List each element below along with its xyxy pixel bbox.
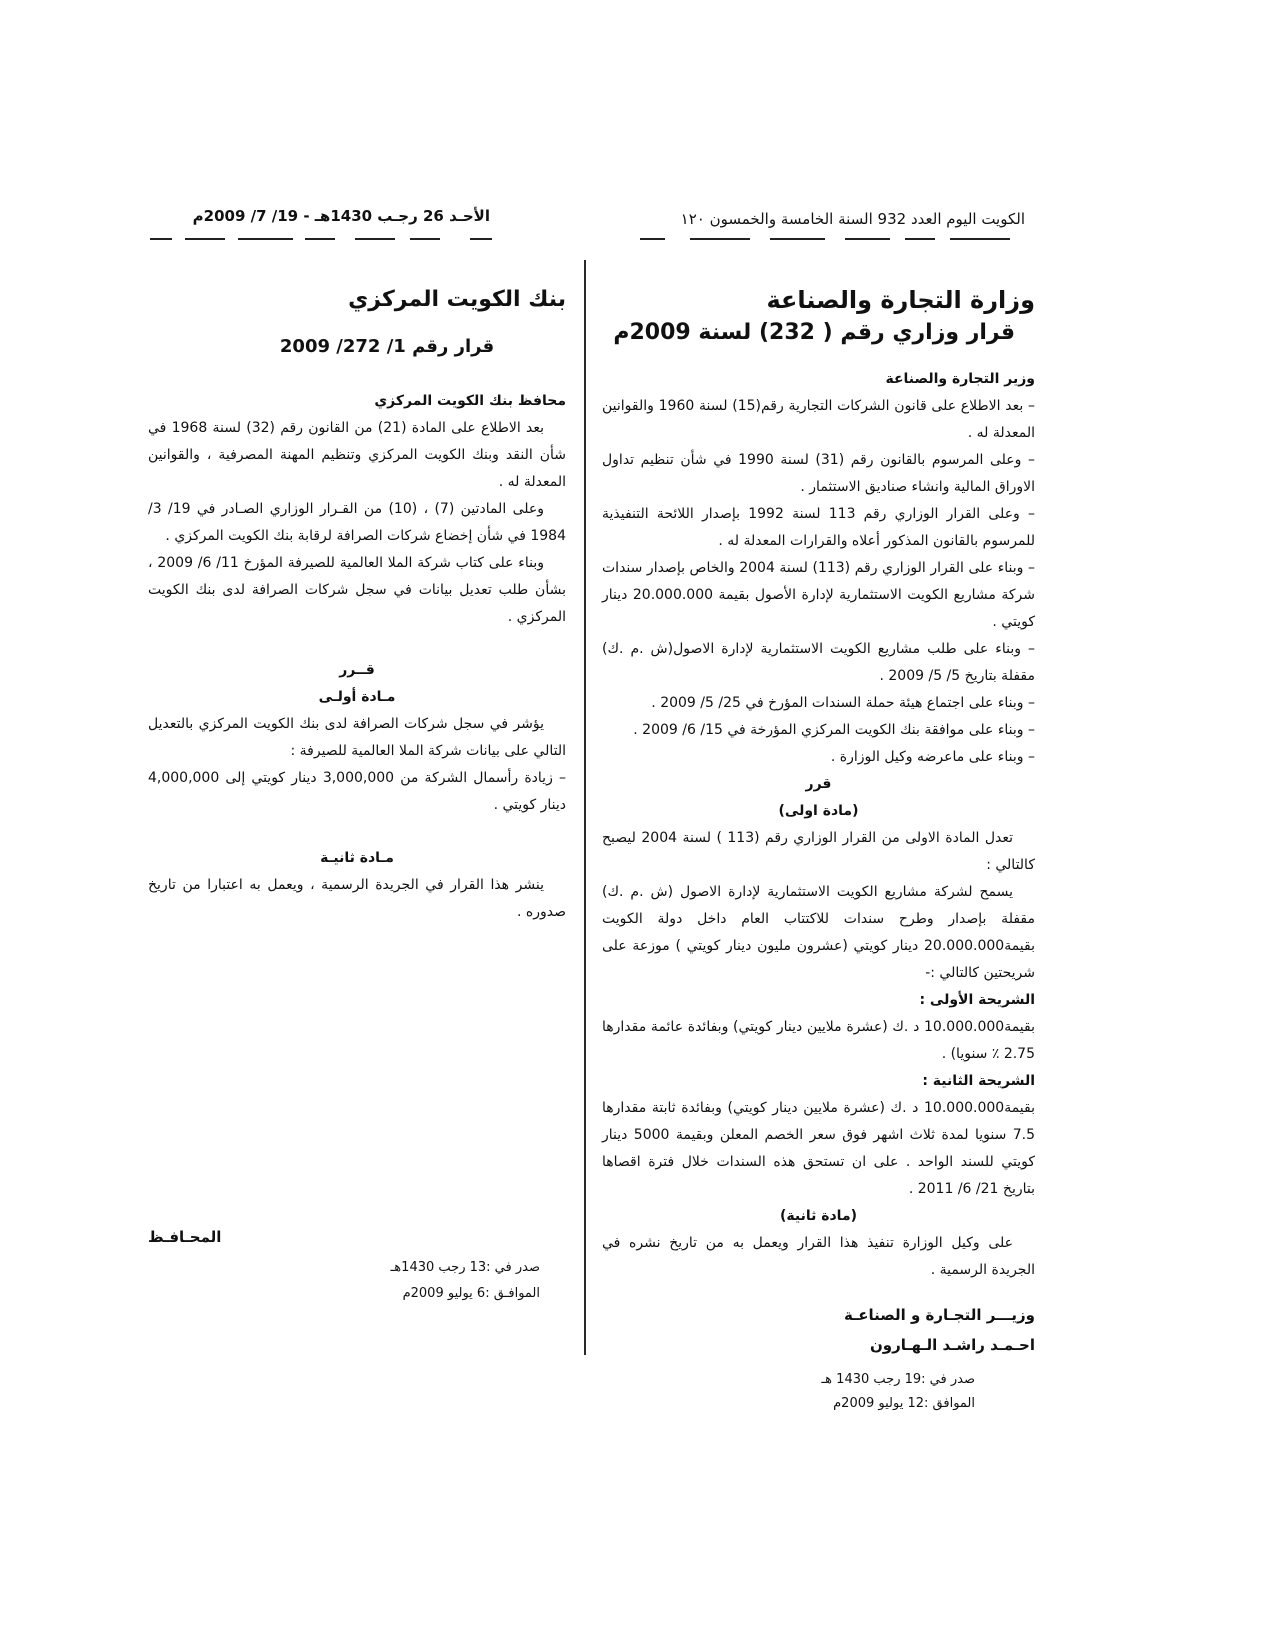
page-header-date: الأحـد 26 رجـب 1430هـ - 19/ 7/ 2009م bbox=[192, 207, 490, 225]
article-1-heading: مـادة أولـى bbox=[318, 689, 396, 705]
tranche-2-body: بقيمة10.000.000 د .ك (عشرة ملايين دينار كويتي) وبفائدة ثابتة مقدارها 7.5 سنويا لمدة ثلاث اشهر فوق سعر الخصم المعلن وبقيمة 5000 دينار كويتي للسند الواحد . على ان تستحق هذه السندات خلال فترة اقصاها بتاريخ 21/ 6/ 2011 . bbox=[602, 1100, 1035, 1197]
decided-heading: قــرر bbox=[339, 662, 375, 678]
header-dash bbox=[410, 238, 440, 240]
issued-gregorian-date: الموافـق :6 يوليو 2009م bbox=[402, 1286, 540, 1301]
tranche-1-heading: الشريحة الأولى : bbox=[919, 992, 1035, 1008]
article-1-heading: (مادة اولى) bbox=[778, 803, 859, 819]
column-divider bbox=[584, 260, 586, 1355]
central-bank-decision-column bbox=[148, 284, 566, 926]
tranche-2-heading: الشريحة الثانية : bbox=[922, 1073, 1035, 1089]
issuer: محافظ بنك الكويت المركزي bbox=[374, 393, 566, 409]
header-dash bbox=[305, 238, 335, 240]
bank-title: بنك الكويت المركزي bbox=[348, 287, 566, 312]
preamble-item: وعلى المادتين (7) ، (10) من القـرار الوزاري الصـادر في 19/ 3/ 1984 في شأن إخضاع شركات الصرافة لرقابة بنك الكويت المركزي . bbox=[148, 501, 566, 544]
decision-title: قرار رقم 1/ 272/ 2009 bbox=[279, 336, 495, 357]
decision-title: قرار وزاري رقم ( 232) لسنة 2009م bbox=[613, 320, 1015, 345]
issued-gregorian-date: الموافق :12 يوليو 2009م bbox=[833, 1396, 975, 1411]
signature-title: وزيـــر التجـارة و الصناعـة bbox=[843, 1306, 1035, 1324]
article-2-heading: مـادة ثانيـة bbox=[320, 850, 394, 866]
preamble-item: – وعلى المرسوم بالقانون رقم (31) لسنة 1990 في شأن تنظيم تداول الاوراق المالية وانشاء صناديق الاستثمار . bbox=[602, 452, 1035, 495]
article-1-item: – زيادة رأسمال الشركة من 3,000,000 دينار كويتي إلى 4,000,000 دينار كويتي . bbox=[148, 770, 566, 813]
article-2-heading: (مادة ثانية) bbox=[779, 1208, 858, 1224]
header-dash bbox=[770, 238, 825, 240]
preamble-item: – وبناء على اجتماع هيئة حملة السندات المؤرخ في 25/ 5/ 2009 . bbox=[651, 695, 1035, 711]
header-dash bbox=[355, 238, 395, 240]
preamble-item: – وعلى القرار الوزاري رقم 113 لسنة 1992 بإصدار اللائحة التنفيذية للمرسوم بالقانون المذكور أعلاه والقرارات المعدلة له . bbox=[602, 506, 1035, 549]
article-2-body: ينشر هذا القرار في الجريدة الرسمية ، ويعمل به اعتبارا من تاريخ صدوره . bbox=[148, 877, 566, 920]
decided-heading: قرر bbox=[805, 776, 832, 792]
header-dash bbox=[640, 238, 665, 240]
ministry-decision-column bbox=[602, 284, 1035, 1416]
preamble-item: وبناء على كتاب شركة الملا العالمية للصيرفة المؤرخ 11/ 6/ 2009 ، بشأن طلب تعديل بيانات في سجل شركات الصرافة لدى بنك الكويت المركزي . bbox=[148, 555, 566, 625]
preamble-item: بعد الاطلاع على المادة (21) من القانون رقم (32) لسنة 1968 في شأن النقد وبنك الكويت المركزي وتنظيم المهنة المصرفية ، والقوانين المعدلة له . bbox=[148, 420, 566, 490]
article-1-intro: تعدل المادة الاولى من القرار الوزاري رقم (113 ) لسنة 2004 ليصبح كالتالي : bbox=[602, 830, 1035, 873]
tranche-1-body: بقيمة10.000.000 د .ك (عشرة ملايين دينار كويتي) وبفائدة عائمة مقدارها 2.75 ٪ سنويا) . bbox=[602, 1019, 1035, 1062]
preamble-item: – وبناء على موافقة بنك الكويت المركزي المؤرخة في 15/ 6/ 2009 . bbox=[633, 722, 1035, 738]
header-dash bbox=[185, 238, 225, 240]
preamble-item: – بعد الاطلاع على قانون الشركات التجارية رقم(15) لسنة 1960 والقوانين المعدلة له . bbox=[602, 398, 1035, 441]
preamble-item: – وبناء على طلب مشاريع الكويت الاستثمارية لإدارة الاصول(ش .م .ك) مقفلة بتاريخ 5/ 5/ 2009 . bbox=[602, 641, 1035, 684]
header-dash bbox=[150, 238, 172, 240]
issued-hijri-date: صدر في :13 رجب 1430هـ bbox=[390, 1260, 540, 1275]
preamble-item: – وبناء على القرار الوزاري رقم (113) لسنة 2004 والخاص بإصدار سندات شركة مشاريع الكويت الاستثمارية لإدارة الأصول بقيمة 20.000.000 دينار كويتي . bbox=[602, 560, 1035, 630]
page-header-issue: الكويت اليوم العدد 932 السنة الخامسة والخمسون ١٢٠ bbox=[680, 210, 1025, 228]
article-2-body: على وكيل الوزارة تنفيذ هذا القرار ويعمل به من تاريخ نشره في الجريدة الرسمية . bbox=[602, 1235, 1035, 1278]
header-dash bbox=[690, 238, 750, 240]
header-dash bbox=[470, 238, 492, 240]
signature-name: احـمـد راشـد الـهـارون bbox=[869, 1336, 1035, 1354]
header-dash bbox=[905, 238, 935, 240]
issuer: وزير التجارة والصناعة bbox=[885, 371, 1035, 387]
header-dash bbox=[950, 238, 1010, 240]
article-1-body: يسمح لشركة مشاريع الكويت الاستثمارية لإدارة الاصول (ش .م .ك) مقفلة بإصدار وطرح سندات للاكتتاب العام داخل دولة الكويت بقيمة20.000.000 دينار كويتي (عشرون مليون دينار كويتي ) موزعة على شريحتين كالتالي :- bbox=[602, 884, 1035, 981]
governor-signature: المحـافـظ bbox=[148, 1228, 222, 1246]
header-dash bbox=[845, 238, 890, 240]
header-dash bbox=[238, 238, 293, 240]
issued-hijri-date: صدر في :19 رجب 1430 هـ bbox=[821, 1372, 975, 1387]
article-1-body: يؤشر في سجل شركات الصرافة لدى بنك الكويت المركزي بالتعديل التالي على بيانات شركة الملا العالمية للصيرفة : bbox=[148, 716, 566, 759]
preamble-item: – وبناء على ماعرضه وكيل الوزارة . bbox=[830, 749, 1035, 765]
ministry-title: وزارة التجارة والصناعة bbox=[766, 286, 1035, 314]
